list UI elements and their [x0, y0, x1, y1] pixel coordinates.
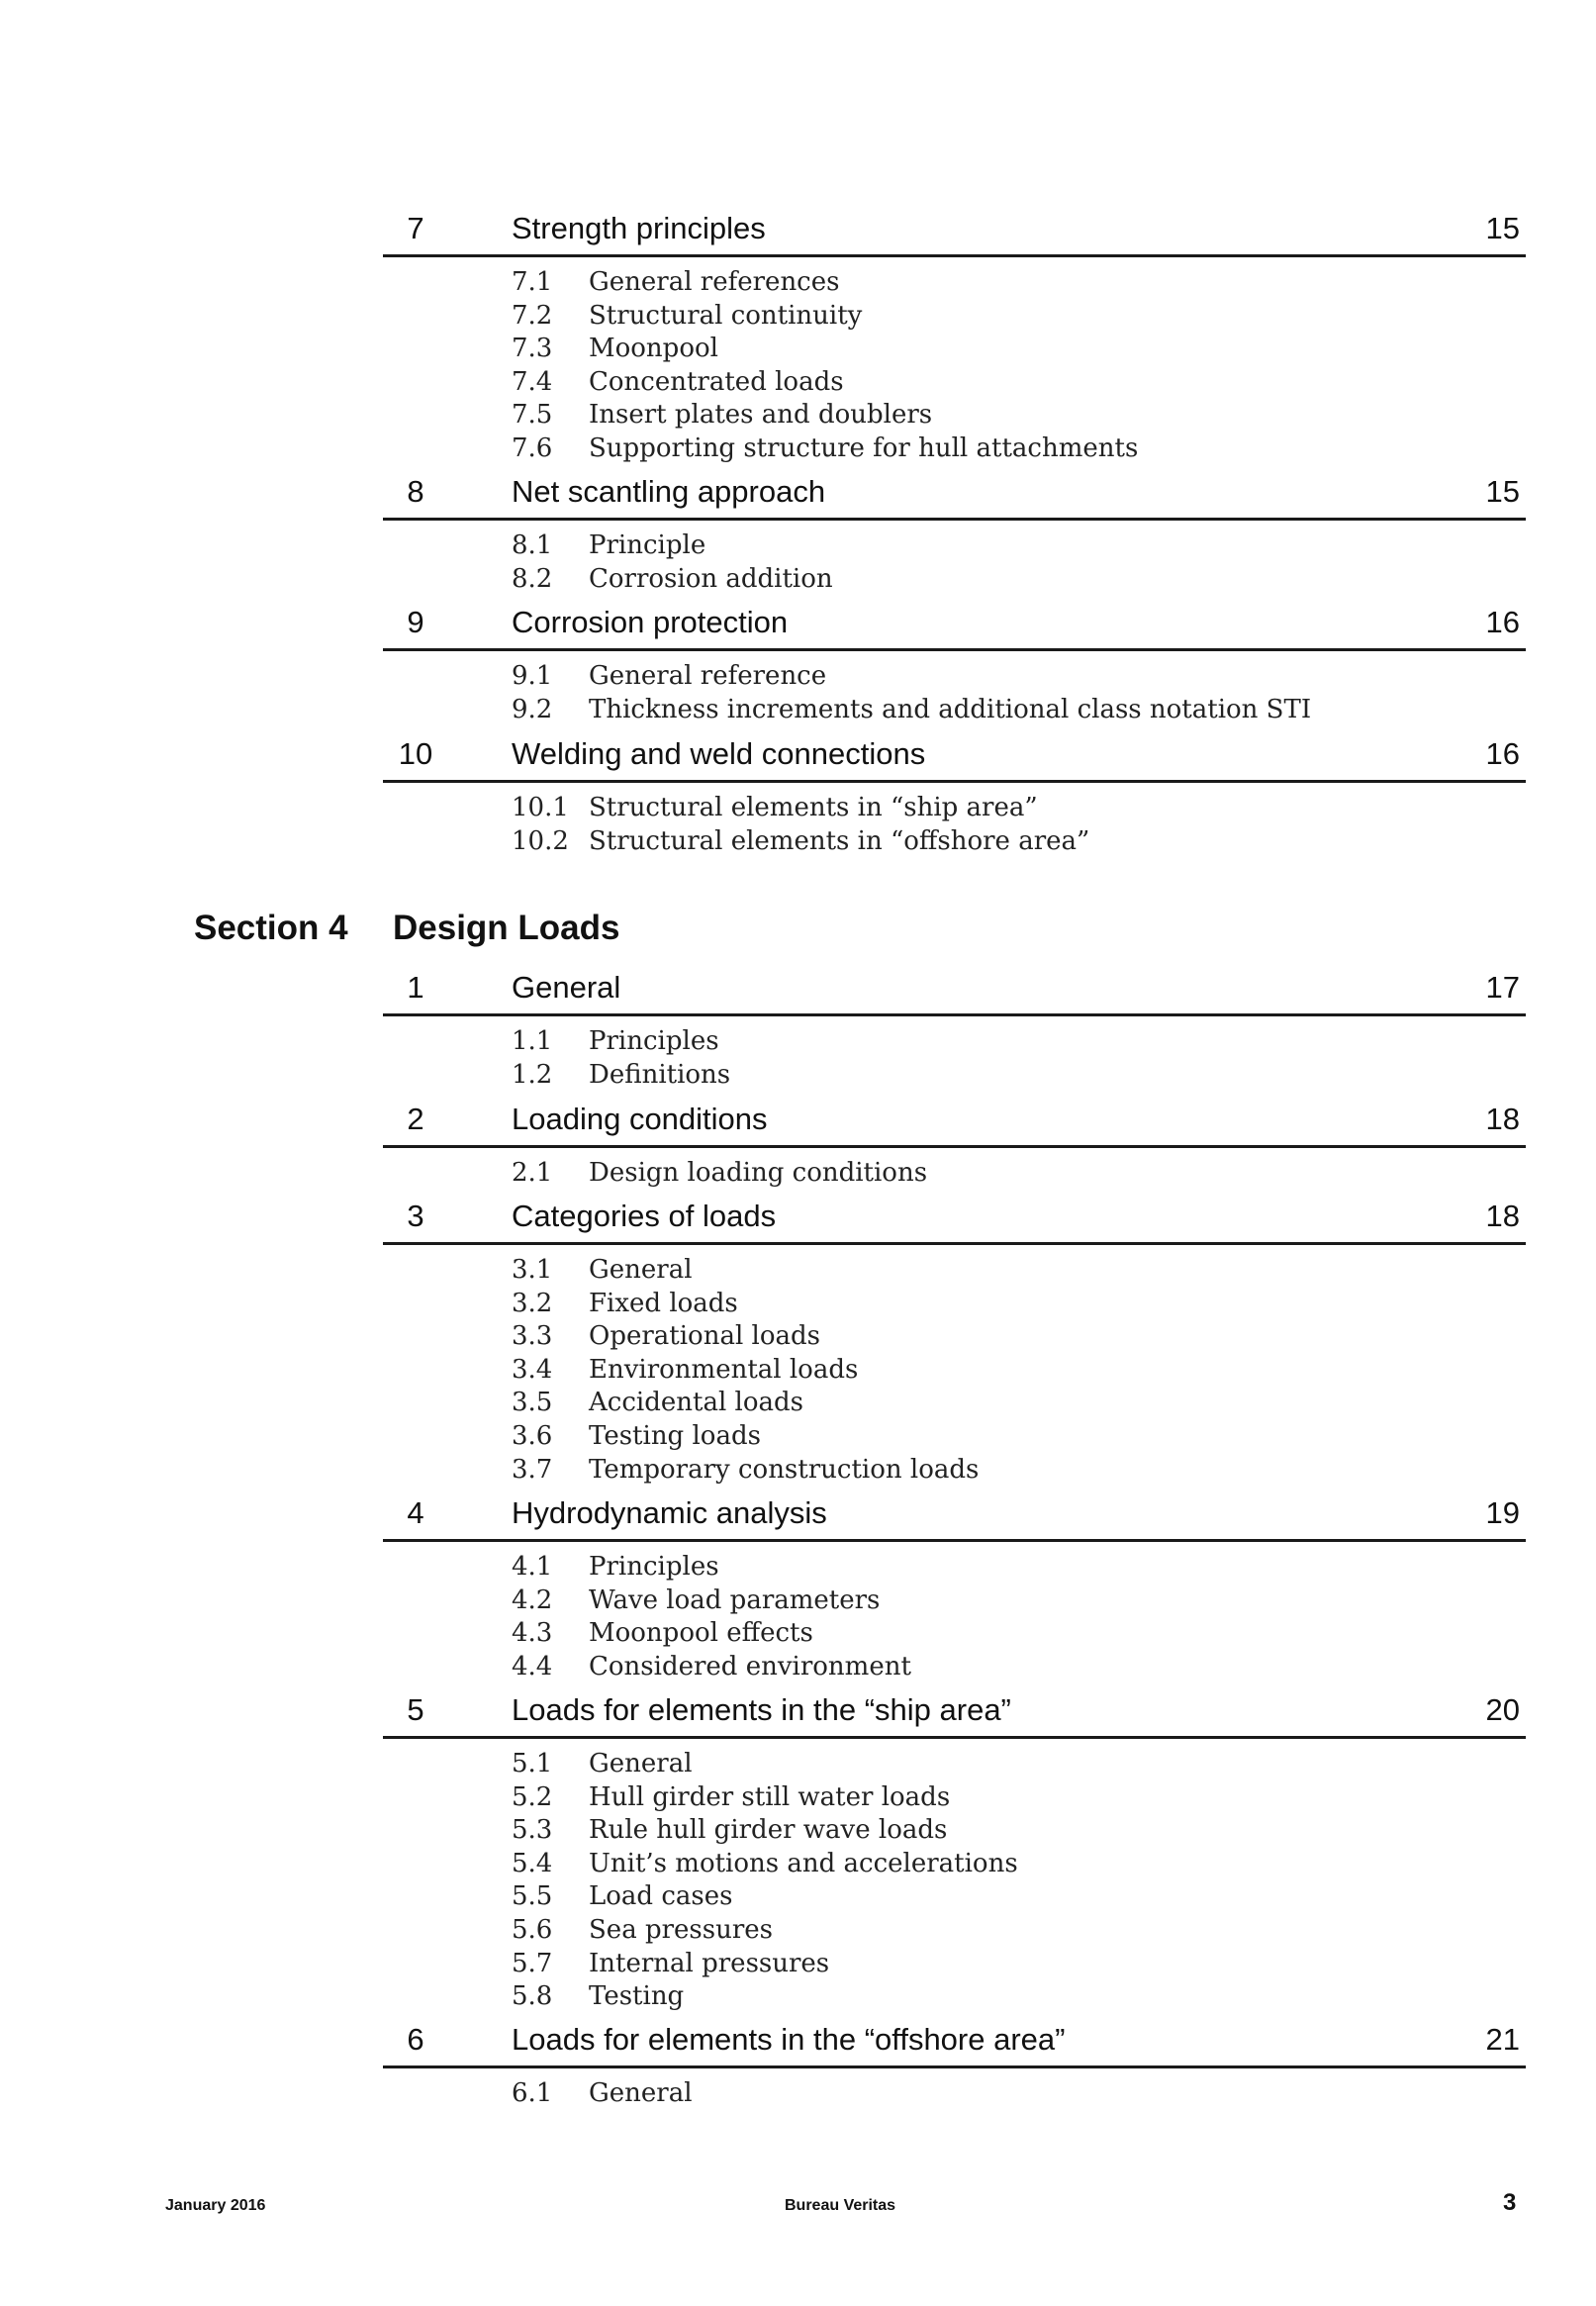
item-number: 7.1	[512, 267, 553, 297]
chapter-number: 10	[398, 736, 433, 771]
item-title: Considered environment	[589, 1651, 911, 1681]
item-number: 7.5	[512, 400, 553, 431]
item-title: Design loading conditions	[589, 1158, 928, 1188]
item-number: 5.2	[512, 1781, 553, 1812]
item-title: Principles	[589, 1026, 719, 1056]
toc-item[interactable]	[383, 791, 1526, 824]
section-title: Design Loads	[393, 909, 620, 947]
chapter-page: 20	[1485, 1692, 1520, 1727]
item-number: 9.1	[512, 661, 553, 691]
toc-chapter	[383, 203, 1526, 465]
chapter-number: 4	[407, 1495, 424, 1530]
item-number: 8.1	[512, 530, 553, 560]
subsection-list	[383, 2068, 1526, 2110]
chapter-title: Hydrodynamic analysis	[512, 1495, 827, 1530]
subsection-list	[383, 1739, 1526, 2013]
item-number: 3.4	[512, 1354, 553, 1385]
toc-item[interactable]	[383, 1584, 1526, 1617]
item-number: 3.7	[512, 1454, 553, 1485]
item-number: 5.7	[512, 1948, 553, 1978]
toc-item[interactable]	[383, 1287, 1526, 1320]
footer-page-number: 3	[1503, 2189, 1517, 2216]
item-title: Definitions	[589, 1059, 731, 1090]
toc-item[interactable]	[383, 1024, 1526, 1058]
item-title: Corrosion addition	[589, 563, 833, 594]
toc-chapter	[383, 466, 1526, 595]
chapter-number: 6	[407, 2022, 424, 2057]
subsection-list	[383, 521, 1526, 595]
chapter-heading[interactable]	[383, 962, 1526, 1016]
toc-item[interactable]	[383, 1319, 1526, 1353]
toc-item[interactable]	[383, 1913, 1526, 1947]
item-number: 5.4	[512, 1848, 553, 1878]
item-title: Principles	[589, 1552, 719, 1582]
item-title: General	[589, 2078, 693, 2108]
item-title: Moonpool effects	[589, 1618, 813, 1649]
chapter-number: 8	[407, 474, 424, 509]
chapter-heading[interactable]	[383, 203, 1526, 257]
item-number: 3.3	[512, 1321, 553, 1352]
chapter-page: 21	[1485, 2022, 1520, 2057]
toc-item[interactable]	[383, 659, 1526, 693]
chapter-page: 16	[1485, 736, 1520, 771]
toc-item[interactable]	[383, 365, 1526, 399]
item-title: General	[589, 1255, 693, 1285]
toc-chapter	[383, 728, 1526, 857]
chapter-heading[interactable]	[383, 1488, 1526, 1542]
item-number: 5.3	[512, 1815, 553, 1846]
item-number: 5.6	[512, 1914, 553, 1945]
toc-chapter	[383, 2014, 1526, 2110]
chapter-heading[interactable]	[383, 1191, 1526, 1245]
toc-item[interactable]	[383, 1979, 1526, 2013]
item-number: 3.1	[512, 1255, 553, 1285]
item-title: Moonpool	[589, 334, 718, 364]
toc-chapter	[383, 1684, 1526, 2013]
item-number: 3.2	[512, 1288, 553, 1318]
item-title: Concentrated loads	[589, 366, 844, 397]
toc-item[interactable]	[383, 265, 1526, 299]
toc-chapter	[383, 1094, 1526, 1190]
item-number: 7.6	[512, 432, 553, 463]
toc-item[interactable]	[383, 1780, 1526, 1814]
subsection-list	[383, 1245, 1526, 1486]
item-title: Environmental loads	[589, 1354, 859, 1385]
toc-item[interactable]	[383, 299, 1526, 333]
item-number: 3.5	[512, 1388, 553, 1418]
item-title: Structural continuity	[589, 300, 863, 331]
item-title: Insert plates and doublers	[589, 400, 933, 431]
chapter-number: 9	[407, 605, 424, 639]
item-title: Temporary construction loads	[589, 1454, 980, 1485]
chapter-number: 3	[407, 1199, 424, 1233]
toc-item[interactable]	[383, 1813, 1526, 1847]
item-number: 4.2	[512, 1585, 553, 1615]
item-title: Testing	[589, 1981, 685, 2012]
footer-publisher: Bureau Veritas	[785, 2197, 896, 2214]
chapter-title: Strength principles	[512, 211, 766, 245]
item-number: 7.2	[512, 300, 553, 331]
subsection-list	[383, 651, 1526, 725]
item-number: 7.3	[512, 334, 553, 364]
chapter-heading[interactable]	[383, 1684, 1526, 1739]
subsection-list	[383, 1148, 1526, 1190]
item-number: 5.1	[512, 1749, 553, 1778]
section-label: Section 4	[194, 909, 348, 947]
item-title: Principle	[589, 530, 706, 560]
toc-item[interactable]	[383, 1058, 1526, 1092]
toc-item[interactable]	[383, 332, 1526, 365]
toc-item[interactable]	[383, 1550, 1526, 1584]
chapter-page: 18	[1485, 1199, 1520, 1233]
chapter-heading[interactable]	[383, 1094, 1526, 1148]
chapter-heading[interactable]	[383, 2014, 1526, 2068]
chapter-page: 17	[1485, 970, 1520, 1005]
item-title: Unit’s motions and accelerations	[589, 1848, 1018, 1878]
subsection-list	[383, 257, 1526, 465]
toc-item[interactable]	[383, 1947, 1526, 1980]
chapter-page: 16	[1485, 605, 1520, 639]
toc-chapter	[383, 962, 1526, 1091]
item-number: 7.4	[512, 366, 553, 397]
item-number: 5.5	[512, 1881, 553, 1912]
item-title: Structural elements in “offshore area”	[589, 825, 1090, 856]
item-number: 6.1	[512, 2078, 553, 2108]
toc-item[interactable]	[383, 1747, 1526, 1780]
toc-item[interactable]	[383, 824, 1526, 858]
toc-item[interactable]	[383, 1847, 1526, 1880]
subsection-list	[383, 1016, 1526, 1091]
chapter-title: Categories of loads	[512, 1199, 777, 1233]
item-number: 4.4	[512, 1651, 553, 1681]
item-number: 4.1	[512, 1552, 553, 1582]
item-title: Internal pressures	[589, 1948, 830, 1978]
item-title: Operational loads	[589, 1321, 820, 1352]
item-title: Structural elements in “ship area”	[589, 793, 1038, 822]
toc-item[interactable]	[383, 398, 1526, 432]
chapter-page: 15	[1485, 211, 1520, 245]
item-title: Thickness increments and additional class notation STI	[589, 694, 1312, 724]
toc-chapter	[383, 1488, 1526, 1682]
item-title: Supporting structure for hull attachments	[589, 432, 1139, 463]
toc-item[interactable]	[383, 1419, 1526, 1453]
toc-item[interactable]	[383, 1253, 1526, 1287]
toc-item[interactable]	[383, 1453, 1526, 1487]
toc-item[interactable]	[383, 432, 1526, 465]
item-title: Sea pressures	[589, 1914, 774, 1945]
item-number: 4.3	[512, 1618, 553, 1649]
chapter-title: Net scantling approach	[512, 474, 826, 509]
chapter-title: Loads for elements in the “offshore area”	[512, 2022, 1066, 2057]
chapter-number: 7	[407, 211, 424, 245]
chapter-heading[interactable]	[383, 597, 1526, 651]
subsection-list	[383, 1542, 1526, 1682]
toc-item[interactable]	[383, 1650, 1526, 1683]
toc-item[interactable]	[383, 1353, 1526, 1387]
item-number: 10.2	[512, 825, 569, 856]
item-number: 9.2	[512, 694, 553, 724]
toc-item[interactable]	[383, 693, 1526, 726]
item-title: General reference	[589, 661, 827, 691]
item-title: Rule hull girder wave loads	[589, 1815, 948, 1846]
toc-item[interactable]	[383, 1386, 1526, 1419]
footer-date: January 2016	[165, 2197, 266, 2214]
toc-chapter	[383, 597, 1526, 725]
chapter-number: 5	[407, 1692, 424, 1727]
toc-item[interactable]	[383, 1616, 1526, 1650]
chapter-page: 18	[1485, 1102, 1520, 1136]
chapter-title: Welding and weld connections	[512, 736, 926, 771]
chapter-page: 15	[1485, 474, 1520, 509]
subsection-list	[383, 783, 1526, 857]
item-number: 3.6	[512, 1420, 553, 1451]
item-title: General references	[589, 267, 840, 297]
chapter-title: Loading conditions	[512, 1102, 768, 1136]
item-number: 5.8	[512, 1981, 553, 2012]
chapter-number: 2	[407, 1102, 424, 1136]
chapter-title: Loads for elements in the “ship area”	[512, 1692, 1011, 1727]
chapter-page: 19	[1485, 1495, 1520, 1530]
chapter-heading[interactable]	[383, 728, 1526, 783]
toc-item[interactable]	[383, 1156, 1526, 1190]
chapter-heading[interactable]	[383, 466, 1526, 521]
item-title: Wave load parameters	[589, 1585, 881, 1615]
toc-chapter	[383, 1191, 1526, 1486]
toc-item[interactable]	[383, 2076, 1526, 2110]
item-number: 2.1	[512, 1158, 553, 1188]
toc-item[interactable]	[383, 528, 1526, 562]
item-number: 1.2	[512, 1059, 553, 1090]
item-title: Accidental loads	[589, 1388, 803, 1418]
item-title: Hull girder still water loads	[589, 1781, 951, 1812]
item-title: Load cases	[589, 1881, 733, 1912]
toc-item[interactable]	[383, 562, 1526, 596]
item-title: General	[589, 1749, 693, 1778]
item-number: 10.1	[512, 793, 569, 822]
item-title: Testing loads	[589, 1420, 761, 1451]
chapter-title: Corrosion protection	[512, 605, 789, 639]
chapter-number: 1	[407, 970, 424, 1005]
item-number: 1.1	[512, 1026, 553, 1056]
chapter-title: General	[512, 970, 621, 1005]
item-title: Fixed loads	[589, 1288, 738, 1318]
item-number: 8.2	[512, 563, 553, 594]
toc-item[interactable]	[383, 1879, 1526, 1913]
